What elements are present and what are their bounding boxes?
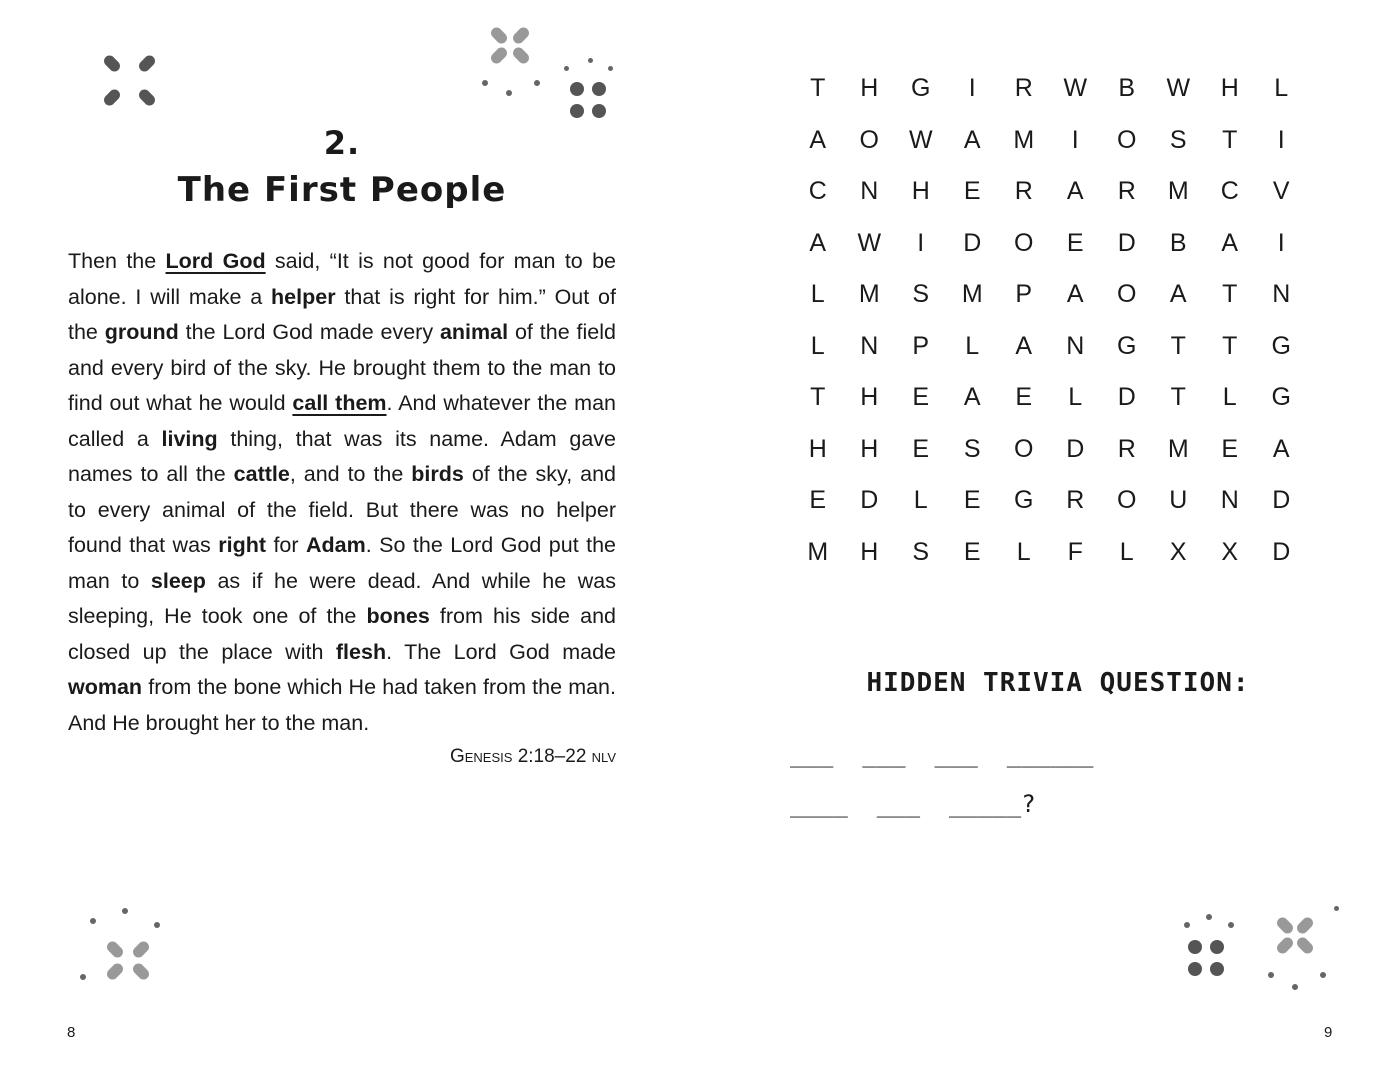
grid-letter[interactable]: O bbox=[1014, 434, 1034, 463]
grid-letter[interactable]: I bbox=[917, 228, 925, 257]
underlined-key-phrase: Lord God bbox=[165, 249, 266, 273]
grid-letter[interactable]: H bbox=[1220, 74, 1239, 102]
grid-letter[interactable]: H bbox=[860, 383, 879, 411]
grid-letter[interactable]: H bbox=[860, 434, 879, 463]
decorative-dots-top-center bbox=[478, 24, 618, 124]
passage-text: for bbox=[266, 533, 306, 557]
grid-letter[interactable]: H bbox=[911, 177, 930, 205]
grid-letter[interactable]: B bbox=[1169, 228, 1187, 257]
grid-letter[interactable]: I bbox=[1277, 125, 1285, 154]
reference-book: Genesis bbox=[449, 746, 513, 767]
grid-letter[interactable]: M bbox=[1167, 177, 1189, 205]
grid-letter[interactable]: B bbox=[1118, 74, 1136, 102]
grid-letter[interactable]: E bbox=[912, 434, 930, 463]
grid-letter[interactable]: G bbox=[1014, 486, 1034, 514]
passage-text: . And whatever the man called a bbox=[68, 391, 617, 451]
grid-letter[interactable]: E bbox=[963, 177, 981, 205]
grid-letter[interactable]: L bbox=[1016, 537, 1031, 566]
grid-letter[interactable]: S bbox=[912, 280, 930, 308]
scripture-reference bbox=[450, 746, 616, 768]
chapter-number: 2. bbox=[323, 124, 361, 162]
grid-letter[interactable]: E bbox=[809, 486, 827, 514]
decorative-dots-bottom-left bbox=[76, 904, 166, 984]
grid-letter[interactable]: R bbox=[1066, 486, 1085, 514]
key-word: flesh bbox=[335, 639, 387, 664]
grid-letter[interactable]: C bbox=[1220, 177, 1239, 205]
grid-letter[interactable]: A bbox=[809, 125, 827, 154]
grid-letter[interactable]: L bbox=[913, 486, 928, 514]
grid-letter[interactable]: T bbox=[1170, 331, 1186, 360]
grid-letter[interactable]: T bbox=[1222, 280, 1238, 308]
grid-letter[interactable]: A bbox=[1015, 331, 1033, 360]
grid-letter[interactable]: M bbox=[1013, 125, 1035, 154]
grid-letter[interactable]: A bbox=[1066, 177, 1084, 205]
grid-letter[interactable]: M bbox=[1167, 434, 1189, 463]
grid-letter[interactable]: P bbox=[1015, 280, 1033, 308]
grid-letter[interactable]: D bbox=[860, 486, 879, 514]
grid-letter[interactable]: W bbox=[908, 125, 933, 154]
passage-text: from his side and closed up the place with bbox=[68, 604, 616, 664]
trivia-blank-line-1: ___ ___ ___ ______ bbox=[790, 740, 1094, 768]
grid-letter[interactable]: W bbox=[1063, 74, 1088, 102]
key-word: animal bbox=[439, 320, 509, 344]
grid-letter[interactable]: D bbox=[1066, 434, 1085, 463]
passage-text: of the field and every bird of the sky. He brought them to the man to find out what he would bbox=[68, 320, 616, 415]
key-word: birds bbox=[411, 462, 464, 486]
grid-letter[interactable]: H bbox=[860, 74, 879, 102]
passage-text: that is right for him.” Out of the bbox=[68, 284, 616, 344]
grid-letter[interactable]: G bbox=[1117, 331, 1137, 360]
passage-text: thing, that was its name. Adam gave names to all the bbox=[68, 426, 616, 486]
key-word: bones bbox=[366, 604, 430, 628]
grid-letter[interactable]: M bbox=[807, 537, 829, 566]
grid-letter[interactable]: T bbox=[810, 74, 826, 102]
trivia-blank-line-2: ____ ___ _____? bbox=[790, 790, 1036, 818]
grid-letter[interactable]: O bbox=[1117, 125, 1137, 154]
grid-letter[interactable]: R bbox=[1117, 177, 1136, 205]
grid-letter[interactable]: T bbox=[1222, 125, 1238, 154]
grid-letter[interactable]: I bbox=[1071, 125, 1079, 154]
grid-letter[interactable]: V bbox=[1272, 177, 1290, 205]
grid-letter[interactable]: M bbox=[858, 280, 880, 308]
grid-letter[interactable]: T bbox=[810, 383, 826, 411]
grid-letter[interactable]: L bbox=[1068, 383, 1083, 411]
grid-letter[interactable]: X bbox=[1169, 537, 1187, 566]
grid-letter[interactable]: U bbox=[1169, 486, 1188, 514]
passage-text: , and to the bbox=[289, 462, 412, 486]
page-number-right: 9 bbox=[1324, 1024, 1333, 1041]
grid-letter[interactable]: A bbox=[1169, 280, 1187, 308]
grid-letter[interactable]: D bbox=[1117, 228, 1136, 257]
grid-letter[interactable]: A bbox=[1221, 228, 1239, 257]
key-word: Adam bbox=[306, 533, 366, 557]
passage-text: of the sky, and to every animal of the field. But there was no helper found that was bbox=[68, 462, 616, 557]
grid-letter[interactable]: L bbox=[1274, 74, 1289, 102]
grid-letter[interactable]: H bbox=[808, 434, 827, 463]
grid-letter[interactable]: G bbox=[1271, 331, 1291, 360]
grid-letter[interactable]: H bbox=[860, 537, 879, 566]
grid-letter[interactable]: G bbox=[911, 74, 931, 102]
grid-letter[interactable]: A bbox=[963, 125, 981, 154]
grid-letter[interactable]: F bbox=[1067, 537, 1083, 566]
grid-letter[interactable]: L bbox=[965, 331, 980, 360]
key-word: right bbox=[218, 533, 267, 557]
chapter-title: The First People bbox=[177, 170, 507, 210]
grid-letter[interactable]: P bbox=[912, 331, 930, 360]
grid-letter[interactable]: X bbox=[1221, 537, 1239, 566]
trivia-heading: HIDDEN TRIVIA QUESTION: bbox=[866, 668, 1250, 698]
grid-letter[interactable]: E bbox=[1015, 383, 1033, 411]
grid-letter[interactable]: D bbox=[1272, 537, 1291, 566]
key-word: ground bbox=[104, 320, 179, 344]
grid-letter[interactable]: O bbox=[1117, 486, 1137, 514]
passage-text: said, “It is not good for man to be alone. I will make a bbox=[68, 249, 616, 309]
grid-letter[interactable]: R bbox=[1014, 74, 1033, 102]
grid-letter[interactable]: G bbox=[1271, 383, 1291, 411]
grid-letter[interactable]: N bbox=[1066, 331, 1085, 360]
grid-letter[interactable]: N bbox=[1220, 486, 1239, 514]
passage-text: . The Lord God made bbox=[386, 639, 616, 664]
right-page bbox=[700, 0, 1400, 1079]
grid-letter[interactable]: D bbox=[1117, 383, 1136, 411]
grid-letter[interactable]: S bbox=[912, 537, 930, 566]
grid-letter[interactable]: E bbox=[1221, 434, 1239, 463]
grid-letter[interactable]: I bbox=[1277, 228, 1285, 257]
decorative-dots-top-left bbox=[100, 52, 162, 112]
grid-letter[interactable]: E bbox=[1066, 228, 1084, 257]
grid-letter[interactable]: L bbox=[1119, 537, 1134, 566]
passage-text: . So the Lord God put the man to bbox=[68, 533, 616, 593]
grid-letter[interactable]: W bbox=[857, 228, 882, 257]
grid-letter[interactable]: L bbox=[810, 280, 825, 308]
passage-text: Then the bbox=[68, 249, 166, 273]
reference-version: nlv bbox=[591, 746, 616, 767]
key-word: living bbox=[161, 426, 218, 451]
grid-letter[interactable]: O bbox=[1014, 228, 1034, 257]
decorative-dots-bottom-right bbox=[1180, 900, 1340, 992]
grid-letter[interactable]: N bbox=[1272, 280, 1291, 308]
passage-text: from the bone which He had taken from the man. And He brought her to the man. bbox=[68, 675, 616, 735]
reference-verses: 2:18–22 bbox=[517, 746, 587, 767]
underlined-key-phrase: call them bbox=[292, 391, 387, 415]
grid-letter[interactable]: D bbox=[963, 228, 982, 257]
grid-letter[interactable]: R bbox=[1014, 177, 1033, 205]
grid-letter[interactable]: A bbox=[809, 228, 827, 257]
page-number-left: 8 bbox=[67, 1024, 76, 1041]
grid-letter[interactable]: S bbox=[963, 434, 981, 463]
grid-letter[interactable]: E bbox=[912, 383, 930, 411]
grid-letter[interactable]: L bbox=[1222, 383, 1237, 411]
grid-letter[interactable]: T bbox=[1222, 331, 1238, 360]
grid-letter[interactable]: O bbox=[1117, 280, 1137, 308]
grid-letter[interactable]: W bbox=[1166, 74, 1191, 102]
grid-letter[interactable]: A bbox=[1066, 280, 1084, 308]
grid-letter[interactable]: L bbox=[810, 331, 825, 360]
grid-letter[interactable]: N bbox=[860, 331, 879, 360]
grid-letter[interactable]: D bbox=[1272, 486, 1291, 514]
grid-letter[interactable]: A bbox=[963, 383, 981, 411]
passage-text: as if he were dead. And while he was sleeping, He took one of the bbox=[68, 568, 617, 628]
grid-letter[interactable]: O bbox=[859, 125, 879, 154]
grid-letter[interactable]: E bbox=[963, 537, 981, 566]
grid-letter[interactable]: S bbox=[1169, 125, 1187, 154]
key-word: helper bbox=[271, 284, 336, 309]
key-word: woman bbox=[68, 675, 143, 699]
grid-letter[interactable]: R bbox=[1117, 434, 1136, 463]
passage-text: the Lord God made every bbox=[178, 320, 440, 344]
grid-letter[interactable]: E bbox=[963, 486, 981, 514]
scripture-passage bbox=[68, 244, 616, 741]
grid-letter[interactable]: T bbox=[1170, 383, 1186, 411]
grid-letter[interactable]: A bbox=[1272, 434, 1290, 463]
grid-letter[interactable]: I bbox=[968, 74, 976, 102]
grid-letter[interactable]: M bbox=[961, 280, 983, 308]
key-word: cattle bbox=[233, 462, 290, 486]
grid-letter[interactable]: C bbox=[808, 177, 827, 205]
grid-letter[interactable]: N bbox=[860, 177, 879, 205]
key-word: sleep bbox=[150, 568, 206, 593]
